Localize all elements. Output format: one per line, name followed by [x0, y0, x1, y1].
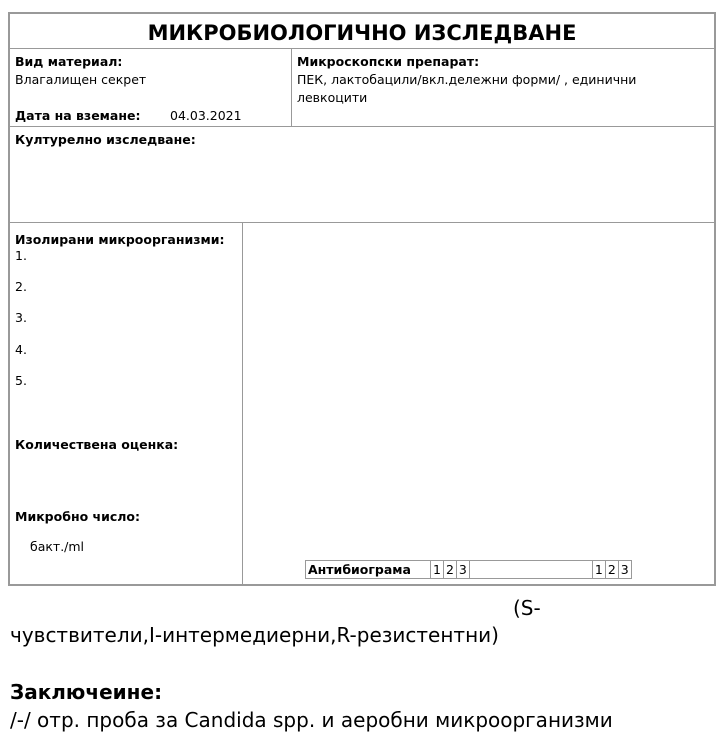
antibiogram-col: 3 — [456, 561, 469, 579]
divider — [10, 126, 714, 127]
date-value: 04.03.2021 — [170, 108, 242, 123]
date-label: Дата на вземане: — [15, 108, 141, 123]
report-title: МИКРОБИОЛОГИЧНО ИЗСЛЕДВАНЕ — [147, 21, 577, 45]
antibiogram-table — [305, 560, 632, 579]
divider — [291, 48, 292, 126]
legend-line2: чувствители,I-интермедиерни,R-резистентни) — [10, 623, 499, 647]
antibiogram-col: 1 — [592, 561, 605, 579]
conclusion-text: /-/ отр. проба за Candida spp. и аеробни микроорганизми — [10, 708, 613, 732]
microscopy-line1: ПЕК, лактобацили/вкл.дележни форми/ , единични — [297, 72, 637, 87]
antibiogram-label: Антибиограма — [306, 561, 431, 579]
count-label: Микробно число: — [15, 509, 141, 524]
material-value: Влагалищен секрет — [15, 72, 147, 87]
isolated-item: 5. — [15, 373, 27, 388]
antibiogram-col: 2 — [443, 561, 456, 579]
isolated-item: 4. — [15, 342, 27, 357]
divider — [10, 48, 714, 49]
divider — [10, 222, 714, 223]
microscopy-line2: левкоцити — [297, 90, 368, 105]
report-form — [8, 12, 716, 586]
isolated-label: Изолирани микроорганизми: — [15, 232, 225, 247]
antibiogram-col: 1 — [431, 561, 444, 579]
isolated-item: 1. — [15, 248, 27, 263]
material-label: Вид материал: — [15, 54, 123, 69]
culture-label: Културелно изследване: — [15, 132, 196, 147]
conclusion-label: Заключеине: — [10, 680, 163, 704]
count-unit: бакт./ml — [30, 539, 85, 554]
quantity-label: Количествена оценка: — [15, 437, 179, 452]
antibiogram-spacer — [469, 561, 592, 579]
antibiogram-col: 3 — [618, 561, 631, 579]
antibiogram-col: 2 — [605, 561, 618, 579]
legend-line1: (S- — [513, 596, 541, 620]
isolated-item: 3. — [15, 310, 27, 325]
isolated-item: 2. — [15, 279, 27, 294]
microscopy-label: Микроскопски препарат: — [297, 54, 480, 69]
divider — [242, 222, 243, 584]
